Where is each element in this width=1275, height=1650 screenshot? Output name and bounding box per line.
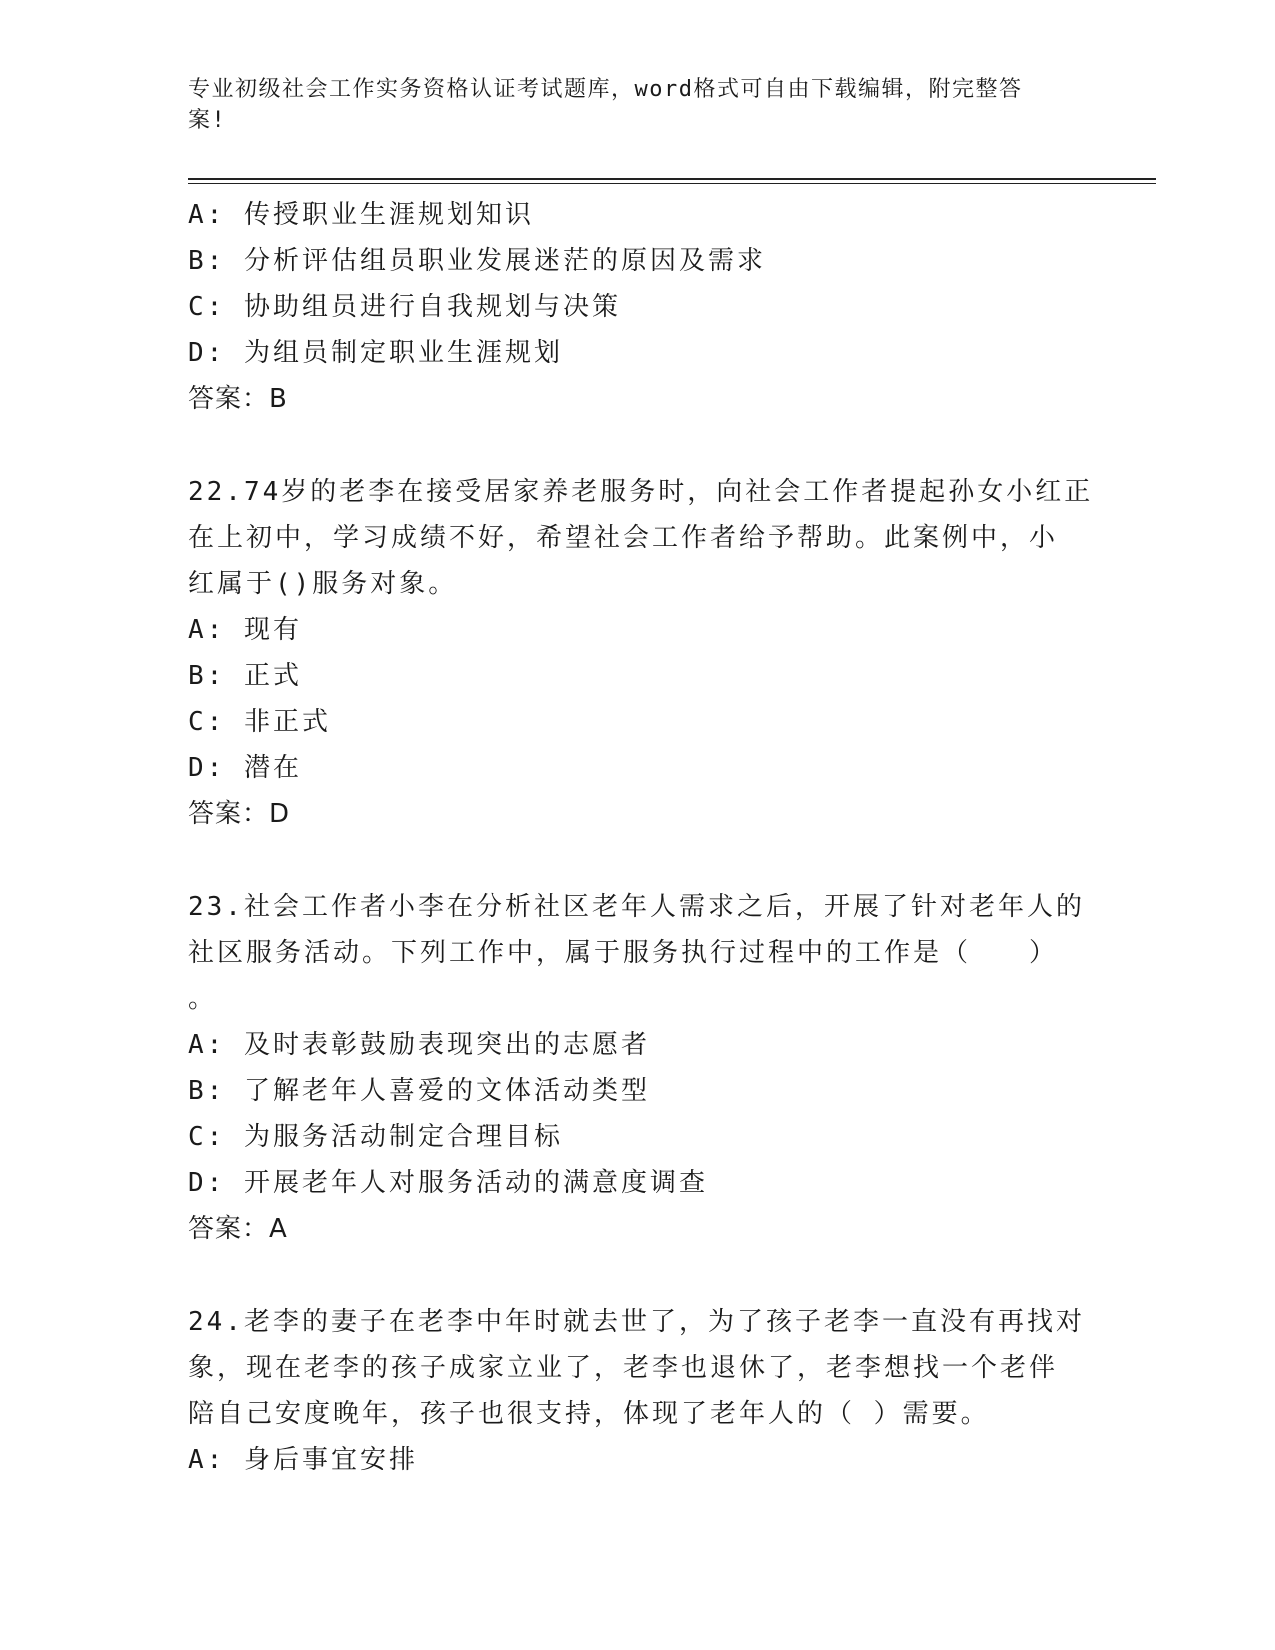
- stem-line: 陪自己安度晚年，孩子也很支持，体现了老年人的（ ）需要。: [188, 1399, 990, 1429]
- question-stem: [188, 469, 1094, 607]
- option-b: B: 正式: [188, 661, 302, 691]
- header-divider-thin: [188, 183, 1156, 184]
- option-a: A: 身后事宜安排: [188, 1445, 418, 1475]
- stem-line: 社区服务活动。下列工作中，属于服务执行过程中的工作是（ ）: [188, 938, 1059, 968]
- option-d: D: 潜在: [188, 753, 302, 783]
- header-line-2: 案!: [188, 108, 227, 133]
- stem-line: 22.74岁的老李在接受居家养老服务时，向社会工作者提起孙女小红正: [188, 477, 1094, 507]
- question-list: [188, 192, 1094, 1483]
- question-stem: [188, 1299, 1088, 1437]
- stem-line: 红属于()服务对象。: [188, 569, 458, 599]
- question-24: [188, 1299, 1088, 1483]
- header-divider: [188, 178, 1156, 180]
- page-header: [188, 74, 1068, 136]
- answer: 答案：B: [188, 384, 288, 414]
- option-c: C: 协助组员进行自我规划与决策: [188, 292, 621, 322]
- option-c: C: 非正式: [188, 707, 331, 737]
- answer: 答案：A: [188, 1214, 288, 1244]
- stem-line: 24.老李的妻子在老李中年时就去世了，为了孩子老李一直没有再找对: [188, 1307, 1085, 1337]
- option-a: A: 传授职业生涯规划知识: [188, 200, 534, 230]
- option-b: B: 了解老年人喜爱的文体活动类型: [188, 1076, 650, 1106]
- option-a: A: 及时表彰鼓励表现突出的志愿者: [188, 1030, 650, 1060]
- answer: 答案：D: [188, 799, 291, 829]
- option-c: C: 为服务活动制定合理目标: [188, 1122, 563, 1152]
- question-23: [188, 884, 1088, 1252]
- question-22: [188, 469, 1094, 837]
- option-b: B: 分析评估组员职业发展迷茫的原因及需求: [188, 246, 766, 276]
- option-a: A: 现有: [188, 615, 302, 645]
- header-line-1: 专业初级社会工作实务资格认证考试题库，word格式可自由下载编辑，附完整答: [188, 77, 1023, 102]
- question-stem: [188, 884, 1088, 1022]
- stem-line: 象，现在老李的孩子成家立业了，老李也退休了，老李想找一个老伴: [188, 1353, 1059, 1383]
- option-d: D: 开展老年人对服务活动的满意度调查: [188, 1168, 708, 1198]
- option-d: D: 为组员制定职业生涯规划: [188, 338, 563, 368]
- stem-line: 。: [188, 984, 218, 1014]
- stem-line: 在上初中，学习成绩不好，希望社会工作者给予帮助。此案例中，小: [188, 523, 1059, 553]
- question-21: [188, 192, 1088, 422]
- stem-line: 23.社会工作者小李在分析社区老年人需求之后，开展了针对老年人的: [188, 892, 1085, 922]
